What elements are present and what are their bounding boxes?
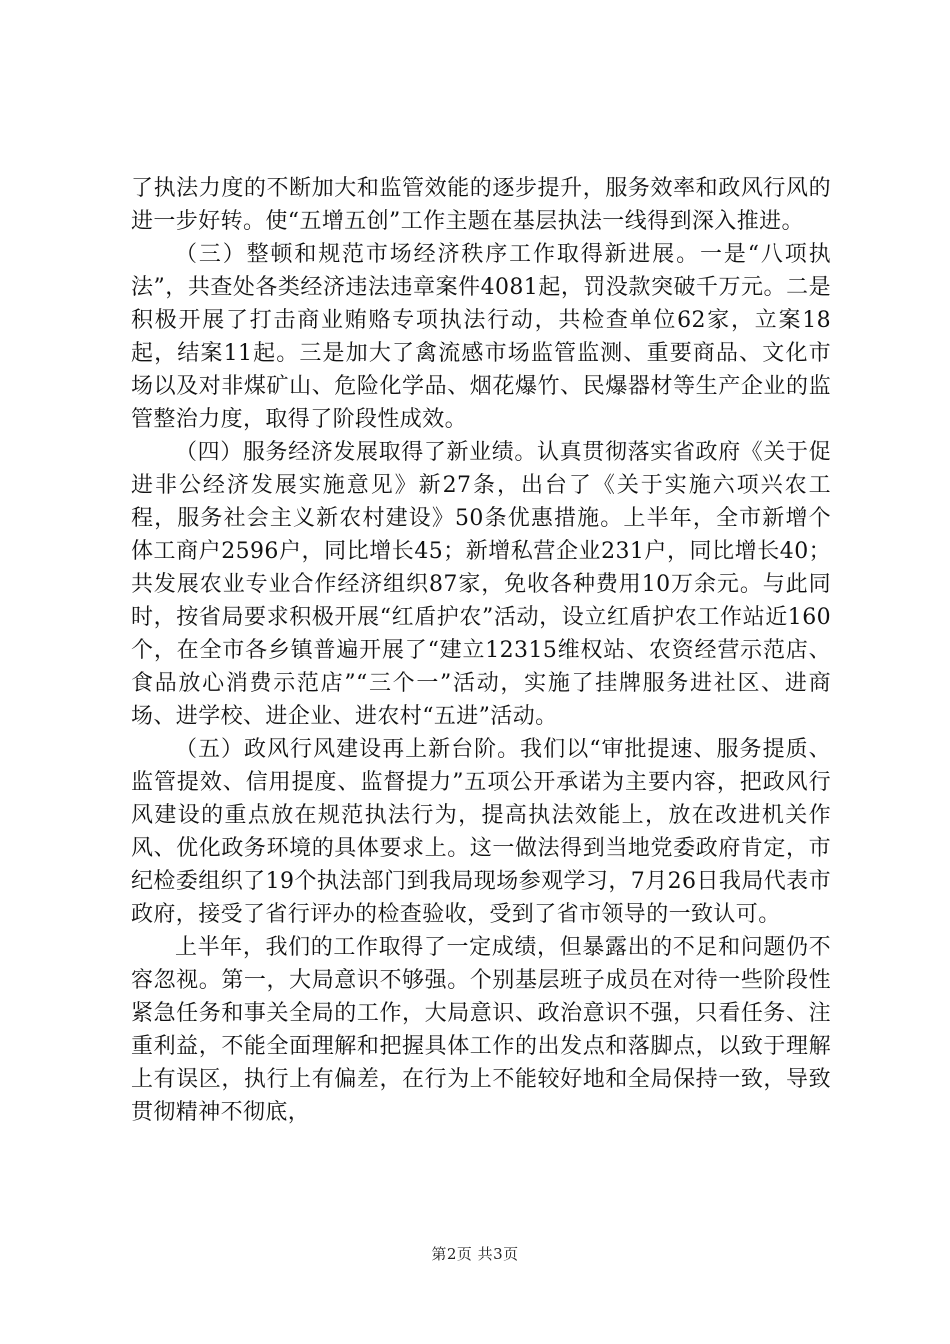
page-footer: 第2页 共3页 (431, 1245, 519, 1263)
paragraph-problems: 上半年，我们的工作取得了一定成绩，但暴露出的不足和问题仍不容忽视。第一，大局意识不够强。个别基层班子成员在对待一些阶段性紧急任务和事关全局的工作，大局意识、政治意识不强，只看任务、注重利益，不能全面理解和把握具体工作的出发点和落脚点，以致于理解上有误区，执行上有偏差，在行为上不能较好地和全局保持一致，导致贯彻精神不彻底， (131, 935, 831, 1125)
document-body (131, 172, 831, 1129)
paragraph-section-three: （三）整顿和规范市场经济秩序工作取得新进展。一是“八项执法”，共查处各类经济违法违章案件4081起，罚没款突破千万元。二是积极开展了打击商业贿赂专项执法行动，共检查单位62家，立案18起，结案11起。三是加大了禽流感市场监管监测、重要商品、文化市场以及对非煤矿山、危险化学品、烟花爆竹、民爆器材等生产企业的监管整治力度，取得了阶段性成效。 (131, 242, 831, 432)
paragraph-section-four: （四）服务经济发展取得了新业绩。认真贯彻落实省政府《关于促进非公经济发展实施意见》新27条，出台了《关于实施六项兴农工程，服务社会主义新农村建设》50条优惠措施。上半年，全市新增个体工商户2596户，同比增长45；新增私营企业231户，同比增长40；共发展农业专业合作经济组织87家，免收各种费用10万余元。与此同时，按省局要求积极开展“红盾护农”活动，设立红盾护农工作站近160个，在全市各乡镇普遍开展了“建立12315维权站、农资经营示范店、食品放心消费示范店”“三个一”活动，实施了挂牌服务进社区、进商场、进学校、进企业、进农村“五进”活动。 (131, 440, 831, 729)
paragraph-continuation: 了执法力度的不断加大和监管效能的逐步提升，服务效率和政风行风的进一步好转。使“五增五创”工作主题在基层执法一线得到深入推进。 (131, 176, 831, 234)
paragraph-section-five: （五）政风行风建设再上新台阶。我们以“审批提速、服务提质、监管提效、信用提度、监督提力”五项公开承诺为主要内容，把政风行风建设的重点放在规范执法行为，提高执法效能上，放在改进机关作风、优化政务环境的具体要求上。这一做法得到当地党委政府肯定，市纪检委组织了19个执法部门到我局现场参观学习，7月26日我局代表市政府，接受了省行评办的检查验收，受到了省市领导的一致认可。 (131, 737, 831, 927)
